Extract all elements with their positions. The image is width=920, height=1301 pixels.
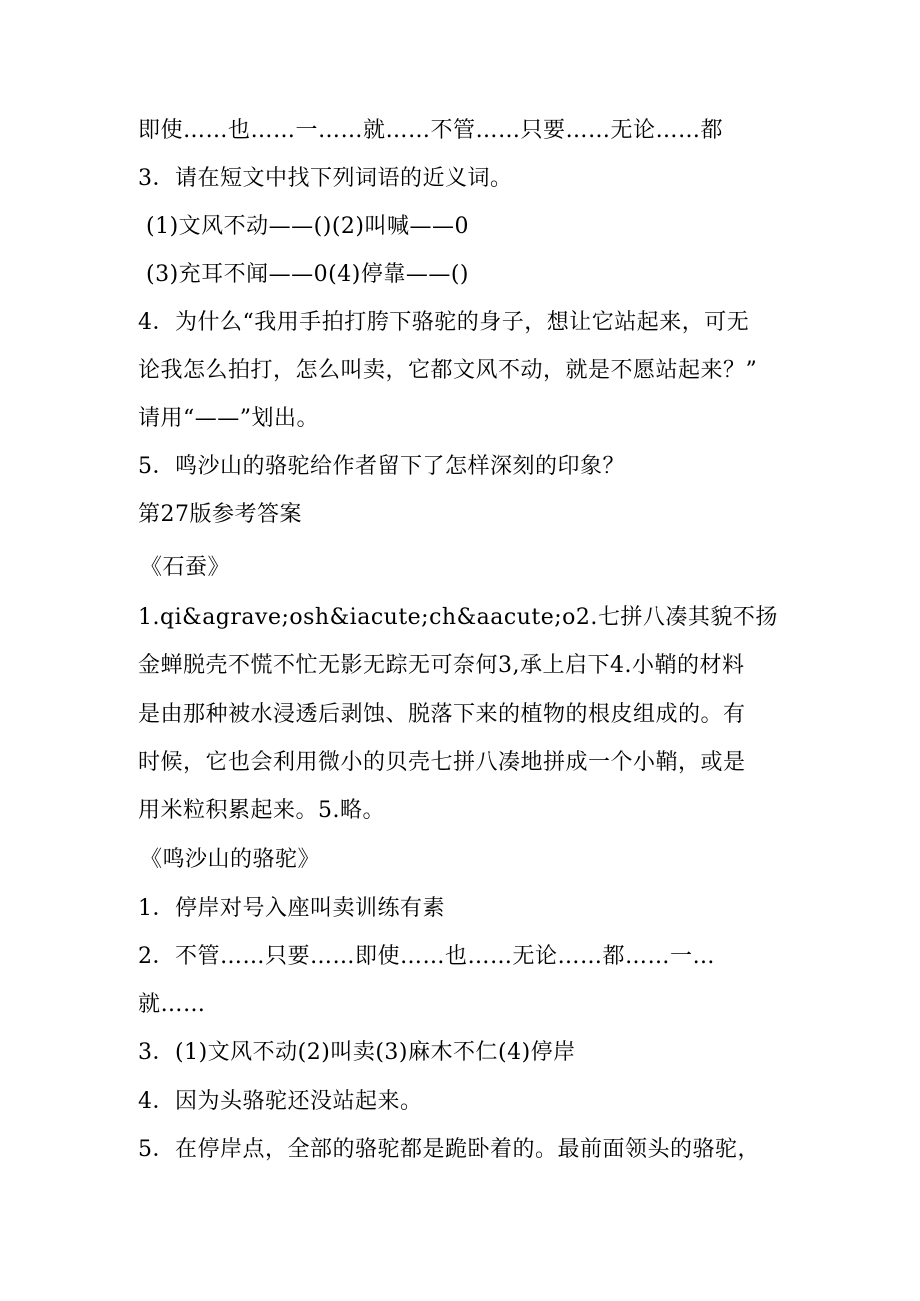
article-title-shican: 《石蚕》	[140, 555, 231, 580]
answer-camel-2-cont: 就……	[138, 992, 206, 1017]
answer-camel-5: 5．在停岸点，全部的骆驼都是跪卧着的。最前面领头的骆驼，	[138, 1137, 760, 1162]
question-3-items-a: (1)文风不动——()(2)叫喊——0	[146, 214, 469, 239]
question-5: 5．鸣沙山的骆驼给作者留下了怎样深刻的印象？	[138, 454, 625, 479]
answer-camel-4: 4．因为头骆驼还没站起来。	[138, 1089, 423, 1114]
answer-shican-line-3: 是由那种被水浸透后剥蚀、脱落下来的植物的根皮组成的。有	[138, 702, 746, 727]
answer-camel-2: 2．不管……只要……即使……也……无论……都……一…	[138, 944, 715, 969]
question-4-line-3: 请用“——”划出。	[138, 406, 319, 431]
answer-shican-line-5: 用米粒积累起来。5.略。	[138, 798, 385, 823]
question-3-items-b: (3)充耳不闻——0(4)停靠——()	[146, 262, 469, 287]
text-line-conjunctions: 即使……也……一……就……不管……只要……无论……都	[138, 118, 724, 143]
answer-camel-1: 1．停岸对号入座叫卖训练有素	[138, 896, 445, 921]
question-4-line-1: 4．为什么“我用手拍打胯下骆驼的身子，想让它站起来，可无	[138, 310, 750, 335]
answer-shican-line-2: 金蝉脱壳不慌不忙无影无踪无可奈何3,承上启下4.小鞘的材料	[138, 653, 745, 678]
answer-shican-line-4: 时候，它也会利用微小的贝壳七拼八凑地拼成一个小鞘，或是	[138, 750, 746, 775]
answer-section-heading: 第27版参考答案	[138, 502, 302, 527]
question-3: 3．请在短文中找下列词语的近义词。	[138, 166, 513, 191]
answer-shican-line-1: 1.qi&agrave;osh&iacute;ch&aacute;o2.七拼八凑其貌不扬	[138, 605, 778, 630]
answer-camel-3: 3．(1)文风不动(2)叫卖(3)麻木不仁(4)停岸	[138, 1040, 576, 1065]
question-4-line-2: 论我怎么拍打，怎么叫卖，它都文风不动，就是不愿站起来？”	[138, 358, 758, 383]
article-title-camel: 《鸣沙山的骆驼》	[140, 847, 321, 872]
